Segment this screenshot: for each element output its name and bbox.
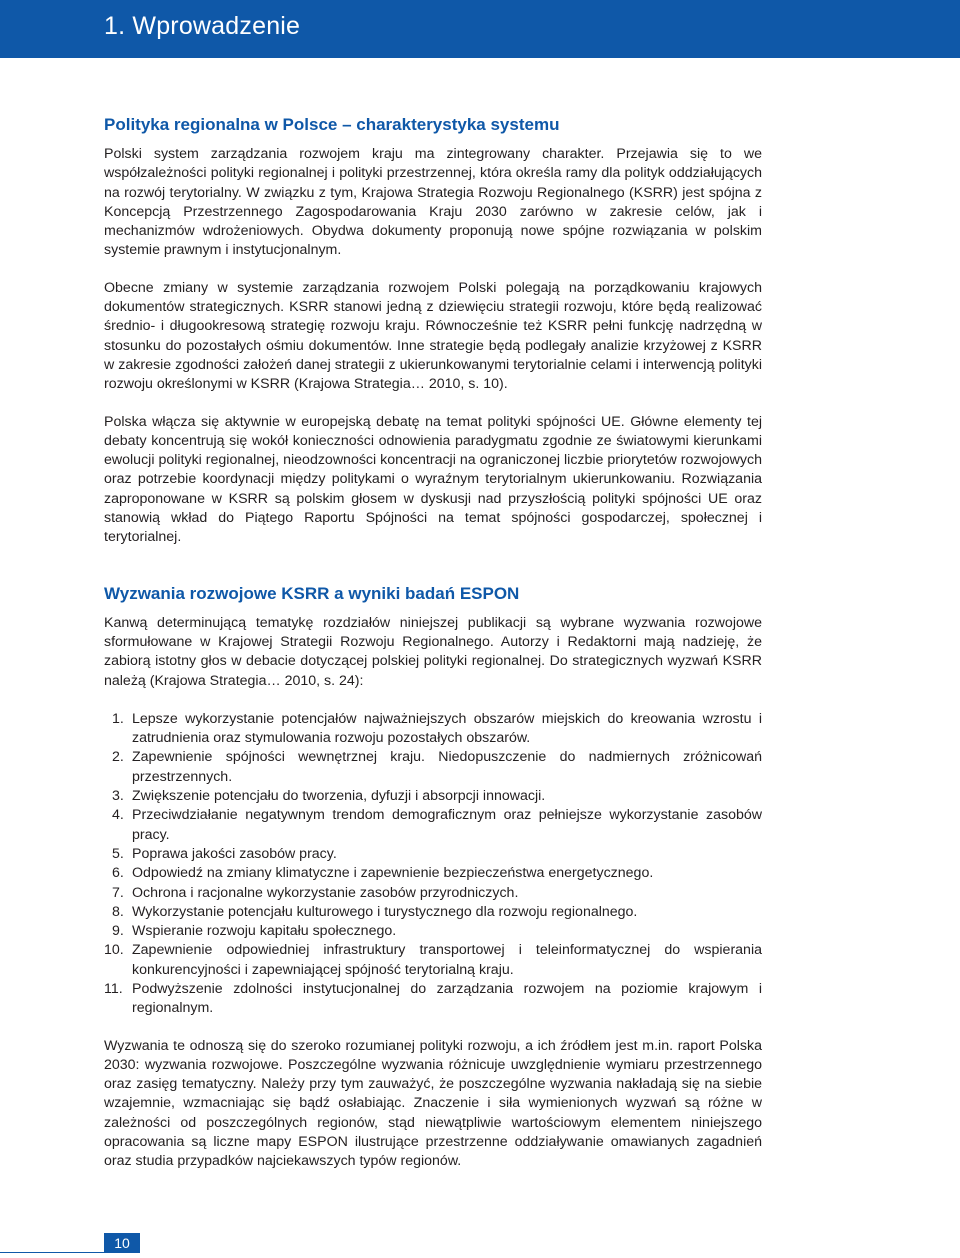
list-item bbox=[104, 941, 762, 980]
list-item bbox=[104, 980, 762, 1019]
list-item-number: 4. bbox=[112, 807, 124, 824]
chapter-header-bar bbox=[0, 0, 960, 58]
list-item bbox=[104, 884, 762, 903]
paragraph: Wyzwania te odnoszą się do szeroko rozumianej polityki rozwoju, a ich źródłem jest m.in. raport Polska 2030: wyzwania rozwojowe. Poszczególne wyzwania różnicuje uwzględnienie wymiaru przestrzennego oraz zasięg tematyczny. Należy przy tym zauważyć, że poszczególne wyzwania nakładają się na siebie wzajemnie, wzmacniając się bądź osłabiając. Znaczenie i siła wymienionych wyzwań są różne w zależności od poszczególnych regionów, stąd niewątpliwie wartościowym elementem niniejszego opracowania są liczne mapy ESPON ilustrujące przestrzenne oddziaływanie omawianych zagadnień oraz studia przypadków najciekawszych typów regionów. bbox=[104, 1037, 762, 1170]
list-item-text: Przeciwdziałanie negatywnym trendom demograficznym oraz pełniejsze wykorzystanie zasobów pracy. bbox=[132, 807, 762, 843]
list-item-number: 2. bbox=[112, 749, 124, 766]
section-regional-policy bbox=[104, 113, 762, 548]
list-item bbox=[104, 806, 762, 845]
list-item-text: Poprawa jakości zasobów pracy. bbox=[132, 845, 337, 862]
paragraph: Polski system zarządzania rozwojem kraju ma zintegrowany charakter. Przejawia się to we współzależności polityki regionalnej i polityki przestrzennej, która określa ramy dla polityk oddziałujących na rozwój terytorialny. W związku z tym, Krajowa Strategia Rozwoju Regionalnego (KSRR) jest spójna z Koncepcją Przestrzennego Zagospodarowania Kraju 2030 zarówno w zakresie celów, jak i mechanizmów wdrożeniowych. Obydwa dokumenty proponują nowe spójne rozwiązania w polskim systemie prawnym i instytucjonalnym. bbox=[104, 146, 762, 259]
list-item bbox=[104, 864, 762, 883]
list-item bbox=[104, 845, 762, 864]
footer-rule bbox=[0, 1252, 104, 1253]
list-item-number: 11. bbox=[104, 980, 123, 997]
list-item-text: Zapewnienie spójności wewnętrznej kraju. Niedopuszczenie do nadmiernych zróżnicowań przestrzennych. bbox=[132, 749, 762, 785]
list-item-text: Odpowiedź na zmiany klimatyczne i zapewnienie bezpieczeństwa energetycznego. bbox=[132, 865, 654, 882]
page-content bbox=[104, 113, 762, 1172]
list-item-number: 3. bbox=[112, 788, 124, 805]
list-item-number: 8. bbox=[112, 903, 124, 920]
list-item bbox=[104, 787, 762, 806]
list-item-text: Wspieranie rozwoju kapitału społecznego. bbox=[132, 923, 397, 940]
list-item-number: 1. bbox=[112, 710, 124, 727]
list-item-text: Zwiększenie potencjału do tworzenia, dyfuzji i absorpcji innowacji. bbox=[132, 788, 546, 805]
list-item bbox=[104, 903, 762, 922]
list-item-number: 5. bbox=[112, 845, 124, 862]
list-item-text: Wykorzystanie potencjału kulturowego i turystycznego dla rozwoju regionalnego. bbox=[132, 903, 638, 920]
chapter-title: 1. Wprowadzenie bbox=[104, 12, 301, 40]
list-item-text: Zapewnienie odpowiedniej infrastruktury transportowej i teleinformatycznej do wspierania konkurencyjności i zapewniającej spójność terytorialną kraju. bbox=[132, 942, 762, 978]
list-item bbox=[104, 748, 762, 787]
section-challenges bbox=[104, 582, 762, 1172]
list-item-text: Podwyższenie zdolności instytucjonalnej do zarządzania rozwojem na poziomie krajowym i regionalnym. bbox=[132, 980, 762, 1017]
list-item-text: Ochrona i racjonalne wykorzystanie zasobów przyrodniczych. bbox=[132, 884, 519, 901]
list-item-number: 6. bbox=[112, 865, 124, 882]
list-item-number: 7. bbox=[112, 884, 124, 901]
paragraph: Obecne zmiany w systemie zarządzania rozwojem Polski polegają na porządkowaniu krajowych dokumentów strategicznych. KSRR stanowi jedną z dziewięciu strategii rozwoju, które będą realizować średnio- i długookresową strategię rozwoju kraju. Równocześnie też KSRR pełni funkcję nadrzędną w stosunku do pozostałych ośmiu dokumentów. Inne strategie będą podlegały analizie krzyżowej z KSRR w zakresie zgodności założeń danej strategii z ukierunkowanymi terytorialnie celami i interwencją polityki rozwoju określonymi w KSRR (Krajowa Strategia… 2010, s. 10). bbox=[104, 279, 762, 393]
paragraph: Polska włącza się aktywnie w europejską debatę na temat polityki spójności UE. Główne elementy tej debaty koncentrują się wokół konieczności odnowienia paradygmatu zgodnie ze światowymi kierunkami ewolucji polityki regionalnej, nieodzowności koncentracji na ograniczonej liczbie priorytetów rozwojowych oraz potrzebie koordynacji między politykami o wyraźnym terytorialnym ukierunkowaniu. Rozwiązania zaproponowane w KSRR są polskim głosem w dyskusji nad przyszłością polityki spójności UE oraz stanowią wkład do Piątego Raportu Spójności na temat spójności gospodarczej, społecznej i terytorialnej. bbox=[104, 413, 762, 546]
section-heading: Wyzwania rozwojowe KSRR a wyniki badań ESPON bbox=[104, 583, 520, 603]
list-item-number: 9. bbox=[112, 923, 124, 940]
list-item bbox=[104, 922, 762, 941]
paragraph: Kanwą determinującą tematykę rozdziałów niniejszej publikacji są wybrane wyzwania rozwojowe sformułowane w Krajowej Strategii Rozwoju Regionalnego. Autorzy i Redaktorni mają nadzieję, że zabiorą istotny głos w debacie dotyczącej polskiej polityki regionalnej. Do strategicznych wyzwań KSRR należą (Krajowa Strategia… 2010, s. 24): bbox=[104, 614, 762, 689]
list-item bbox=[104, 710, 762, 749]
challenges-list bbox=[104, 710, 762, 1019]
page-number: 10 bbox=[104, 1233, 140, 1253]
section-heading: Polityka regionalna w Polsce – charakterystyka systemu bbox=[104, 115, 560, 134]
list-item-text: Lepsze wykorzystanie potencjałów najważniejszych obszarów miejskich do kreowania wzrostu i zatrudnienia oraz stymulowania rozwoju pozostałych obszarów. bbox=[132, 710, 762, 747]
list-item-number: 10. bbox=[104, 942, 124, 959]
